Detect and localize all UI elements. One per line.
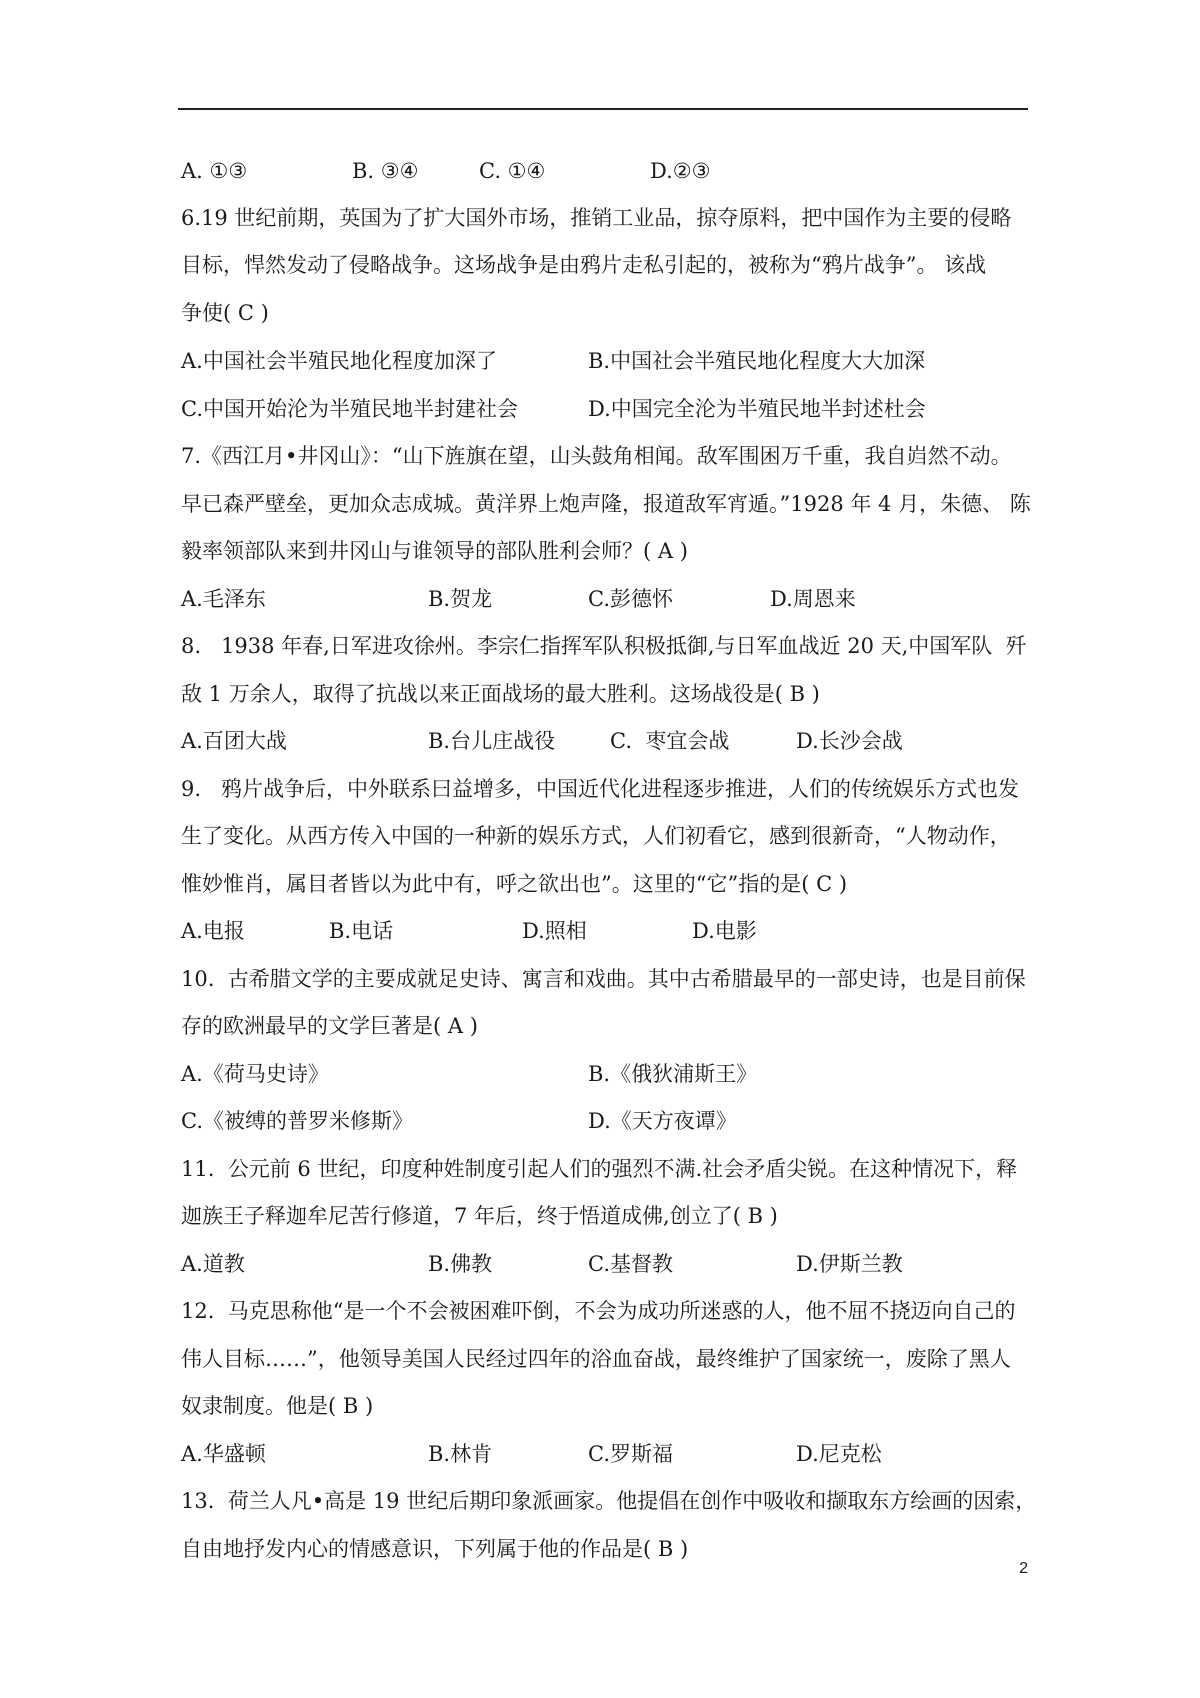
q8-option-d: D.长沙会战 <box>796 729 903 753</box>
q9-option-d: D.电影 <box>692 919 757 943</box>
q8-option-a: A.百团大战 <box>181 729 287 753</box>
q12-line-1: 12. 马克思称他“是一个不会被困难吓倒，不会为成功所迷惑的人，他不屈不挠迈向自己的 <box>181 1299 1016 1323</box>
q7-option-d: D.周恩来 <box>770 587 856 611</box>
q11-option-c: C.基督教 <box>588 1252 673 1276</box>
q5-option-c: C. ①④ <box>479 159 546 183</box>
q10-line-2: 存的欧洲最早的文学巨著是( A ) <box>181 1014 478 1038</box>
q10-option-a: A.《荷马史诗》 <box>181 1062 329 1086</box>
q9-line-1: 9. 鸦片战争后，中外联系曰益增多，中国近代化进程逐步推进，人们的传统娱乐方式也发 <box>181 777 1020 801</box>
q5-option-a: A. ①③ <box>181 159 248 183</box>
q10-option-b: B.《俄狄浦斯王》 <box>588 1062 758 1086</box>
q8-line-2: 敌 1 万余人，取得了抗战以来正面战场的最大胜利。这场战役是( B ) <box>181 682 820 706</box>
page-number: 2 <box>1019 1560 1028 1577</box>
q9-option-a: A.电报 <box>181 919 245 943</box>
q8-option-b: B.台儿庄战役 <box>428 729 556 753</box>
q13-line-2: 自由地抒发内心的情感意识，下列属于他的作品是( B ) <box>181 1537 689 1561</box>
q8-option-c: C. 枣宜会战 <box>610 729 730 753</box>
q8-line-1: 8. 1938 年春,日军进攻徐州。李宗仁指挥军队积极抵御,与日军血战近 20 天,中国军队 歼 <box>181 634 1027 658</box>
q12-line-2: 伟人目标……”，他领导美国人民经过四年的浴血奋战，最终维护了国家统一，废除了黑人 <box>181 1347 1011 1371</box>
q6-line-2: 目标，悍然发动了侵略战争。这场战争是由鸦片走私引起的，被称为“鸦片战争”。 该战 <box>181 253 987 277</box>
q12-option-b: B.林肯 <box>428 1442 493 1466</box>
q12-option-a: A.华盛顿 <box>181 1442 266 1466</box>
q10-option-c: C.《被缚的普罗米修斯》 <box>181 1109 413 1133</box>
q6-option-d: D.中国完全沦为半殖民地半封述杜会 <box>588 397 926 421</box>
q12-option-c: C.罗斯福 <box>588 1442 673 1466</box>
q7-option-c: C.彭德怀 <box>588 587 673 611</box>
q7-line-1: 7.《西江月•井冈山》：“山下旌旗在望，山头鼓角相闻。敌军围困万千重，我自岿然不动。 <box>181 444 1012 468</box>
q9-option-c: D.照相 <box>522 919 587 943</box>
q9-line-2: 生了变化。从西方传入中国的一种新的娱乐方式，人们初看它，感到很新奇，“人物动作， <box>181 824 1011 848</box>
q6-option-b: B.中国社会半殖民地化程度大大加深 <box>588 349 926 373</box>
q9-line-3: 惟妙惟肖，属目者皆以为此中有，呼之欲出也”。这里的“它”指的是( C ) <box>181 872 848 896</box>
q7-option-b: B.贺龙 <box>428 587 493 611</box>
q12-line-3: 奴隶制度。他是( B ) <box>181 1394 374 1418</box>
header-rule <box>178 108 1028 110</box>
q7-option-a: A.毛泽东 <box>181 587 266 611</box>
q5-option-b: B. ③④ <box>352 159 419 183</box>
q9-option-b: B.电话 <box>329 919 394 943</box>
q6-line-3: 争使( C ) <box>181 301 269 325</box>
q11-line-2: 迦族王子释迦牟尼苦行修道，7 年后，终于悟道成佛,创立了( B ) <box>181 1204 778 1228</box>
q7-line-3: 毅率领部队来到井冈山与谁领导的部队胜利会师？( A ) <box>181 539 688 563</box>
q6-option-a: A.中国社会半殖民地化程度加深了 <box>181 349 497 373</box>
q13-line-1: 13. 荷兰人凡•高是 19 世纪后期印象派画家。他提倡在创作中吸收和撷取东方绘画的因索， <box>181 1489 1037 1513</box>
q6-option-c: C.中国开始沦为半殖民地半封建社会 <box>181 397 518 421</box>
q5-option-d: D.②③ <box>650 159 711 183</box>
q10-line-1: 10. 古希腊文学的主要成就足史诗、寓言和戏曲。其中古希腊最早的一部史诗，也是目前保 <box>181 967 1026 991</box>
q6-line-1: 6.19 世纪前期，英国为了扩大国外市场，推销工业品，掠夺原料，把中国作为主要的侵略 <box>181 206 1012 230</box>
q10-option-d: D.《天方夜谭》 <box>588 1109 737 1133</box>
q12-option-d: D.尼克松 <box>796 1442 882 1466</box>
q7-line-2: 早已森严壁垒，更加众志成城。黄洋界上炮声隆，报道敌军宵遁。”1928 年 4 月，朱德、 陈 <box>181 492 1031 516</box>
q11-option-d: D.伊斯兰教 <box>796 1252 903 1276</box>
q11-option-b: B.佛教 <box>428 1252 493 1276</box>
q11-line-1: 11. 公元前 6 世纪，印度种姓制度引起人们的强烈不满.社会矛盾尖锐。在这种情况下，释 <box>181 1157 1018 1181</box>
q11-option-a: A.道教 <box>181 1252 245 1276</box>
